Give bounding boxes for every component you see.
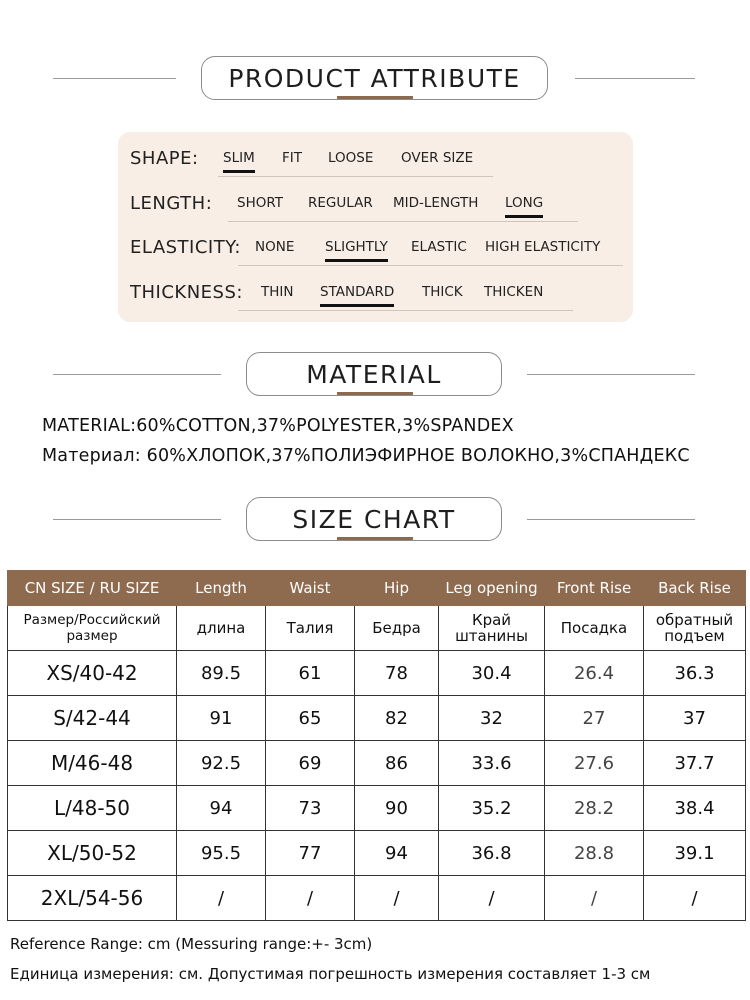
attr-option-selected: LONG bbox=[505, 195, 544, 211]
attr-option-selected: SLIGHTLY bbox=[325, 239, 388, 255]
table-header-row bbox=[8, 571, 746, 606]
value-cell: / bbox=[355, 876, 439, 921]
value-cell: 33.6 bbox=[439, 741, 545, 786]
value-cell: 28.2 bbox=[545, 786, 644, 831]
value-cell: 92.5 bbox=[177, 741, 266, 786]
value-cell: 61 bbox=[266, 651, 355, 696]
attr-option: THICKEN bbox=[484, 284, 544, 300]
attr-rule bbox=[228, 221, 578, 222]
table-row bbox=[8, 651, 746, 696]
size-cell: L/48-50 bbox=[8, 786, 177, 831]
header-ru-cell: Размер/Российский размер bbox=[8, 606, 177, 651]
value-cell: 32 bbox=[439, 696, 545, 741]
header-ru-cell: Талия bbox=[266, 606, 355, 651]
header-cell: Waist bbox=[266, 571, 355, 606]
value-cell: / bbox=[266, 876, 355, 921]
table-row bbox=[8, 876, 746, 921]
value-cell: 27 bbox=[545, 696, 644, 741]
attr-label: THICKNESS: bbox=[130, 282, 243, 303]
value-cell: 94 bbox=[355, 831, 439, 876]
value-cell: 37 bbox=[644, 696, 746, 741]
header-cell: Leg opening bbox=[439, 571, 545, 606]
value-cell: 95.5 bbox=[177, 831, 266, 876]
attr-option: REGULAR bbox=[308, 195, 373, 211]
size-cell: XL/50-52 bbox=[8, 831, 177, 876]
attr-label: ELASTICITY: bbox=[130, 237, 241, 258]
attr-option: ELASTIC bbox=[411, 239, 467, 255]
value-cell: 69 bbox=[266, 741, 355, 786]
value-cell: 26.4 bbox=[545, 651, 644, 696]
value-cell: 89.5 bbox=[177, 651, 266, 696]
value-cell: 37.7 bbox=[644, 741, 746, 786]
divider bbox=[53, 519, 221, 520]
attr-rule bbox=[218, 176, 493, 177]
header-ru-cell: длина bbox=[177, 606, 266, 651]
value-cell: 39.1 bbox=[644, 831, 746, 876]
attribute-box bbox=[118, 132, 633, 322]
header-ru-cell: обратный подъем bbox=[644, 606, 746, 651]
value-cell: 77 bbox=[266, 831, 355, 876]
header-cell: CN SIZE / RU SIZE bbox=[8, 571, 177, 606]
value-cell: / bbox=[644, 876, 746, 921]
divider bbox=[53, 374, 221, 375]
attr-option-selected: SLIM bbox=[223, 150, 255, 166]
value-cell: 38.4 bbox=[644, 786, 746, 831]
attr-rule bbox=[238, 310, 573, 311]
product-attribute-title: PRODUCT ATTRIBUTE bbox=[201, 56, 548, 100]
material-text-ru: Материал: 60%ХЛОПОК,37%ПОЛИЭФИРНОЕ ВОЛОКНО,3%СПАНДЕКС bbox=[42, 446, 690, 466]
value-cell: 65 bbox=[266, 696, 355, 741]
header-ru-cell: Край штанины bbox=[439, 606, 545, 651]
attr-option: MID-LENGTH bbox=[393, 195, 479, 211]
divider bbox=[53, 78, 176, 79]
attr-option: OVER SIZE bbox=[401, 150, 474, 166]
table-row bbox=[8, 831, 746, 876]
value-cell: 27.6 bbox=[545, 741, 644, 786]
value-cell: 36.3 bbox=[644, 651, 746, 696]
attr-option: THIN bbox=[261, 284, 294, 300]
attr-option: HIGH ELASTICITY bbox=[485, 239, 601, 255]
header-cell: Hip bbox=[355, 571, 439, 606]
size-cell: XS/40-42 bbox=[8, 651, 177, 696]
value-cell: 90 bbox=[355, 786, 439, 831]
title-underline bbox=[337, 537, 413, 540]
size-cell: 2XL/54-56 bbox=[8, 876, 177, 921]
value-cell: 91 bbox=[177, 696, 266, 741]
title-underline bbox=[337, 96, 413, 99]
attr-option-selected: STANDARD bbox=[320, 284, 395, 300]
value-cell: 82 bbox=[355, 696, 439, 741]
divider bbox=[527, 374, 695, 375]
attr-row-elasticity bbox=[118, 229, 633, 269]
value-cell: 86 bbox=[355, 741, 439, 786]
value-cell: 94 bbox=[177, 786, 266, 831]
attr-option: FIT bbox=[282, 150, 302, 166]
attr-option: THICK bbox=[422, 284, 463, 300]
attr-option: NONE bbox=[255, 239, 295, 255]
material-heading bbox=[0, 352, 750, 398]
divider bbox=[575, 78, 695, 79]
header-cell: Back Rise bbox=[644, 571, 746, 606]
header-ru-cell: Посадка bbox=[545, 606, 644, 651]
value-cell: 28.8 bbox=[545, 831, 644, 876]
attr-rule bbox=[238, 265, 623, 266]
value-cell: / bbox=[177, 876, 266, 921]
attr-row-length bbox=[118, 185, 633, 225]
value-cell: / bbox=[545, 876, 644, 921]
table-row bbox=[8, 741, 746, 786]
value-cell: 78 bbox=[355, 651, 439, 696]
table-row bbox=[8, 696, 746, 741]
attr-row-thickness bbox=[118, 274, 633, 314]
reference-range-ru: Единица измерения: см. Допустимая погрешность измерения составляет 1-3 см bbox=[10, 965, 651, 983]
divider bbox=[527, 519, 695, 520]
value-cell: 30.4 bbox=[439, 651, 545, 696]
table-header-ru-row bbox=[8, 606, 746, 651]
header-ru-cell: Бедра bbox=[355, 606, 439, 651]
attr-label: LENGTH: bbox=[130, 193, 213, 214]
reference-range-en: Reference Range: cm (Messuring range:+- 3cm) bbox=[10, 935, 373, 953]
size-chart-table bbox=[7, 570, 746, 921]
table-row bbox=[8, 786, 746, 831]
attr-option: LOOSE bbox=[328, 150, 374, 166]
size-chart-heading bbox=[0, 497, 750, 543]
attr-option: SHORT bbox=[237, 195, 283, 211]
value-cell: 36.8 bbox=[439, 831, 545, 876]
attr-label: SHAPE: bbox=[130, 148, 199, 169]
size-cell: S/42-44 bbox=[8, 696, 177, 741]
size-chart-title: SIZE CHART bbox=[246, 497, 502, 541]
product-attribute-heading bbox=[0, 56, 750, 102]
size-cell: M/46-48 bbox=[8, 741, 177, 786]
material-title: MATERIAL bbox=[246, 352, 502, 396]
value-cell: / bbox=[439, 876, 545, 921]
attr-row-shape bbox=[118, 140, 633, 180]
value-cell: 35.2 bbox=[439, 786, 545, 831]
header-cell: Front Rise bbox=[545, 571, 644, 606]
title-underline bbox=[337, 392, 413, 395]
header-cell: Length bbox=[177, 571, 266, 606]
material-text-en: MATERIAL:60%COTTON,37%POLYESTER,3%SPANDEX bbox=[42, 416, 514, 436]
value-cell: 73 bbox=[266, 786, 355, 831]
